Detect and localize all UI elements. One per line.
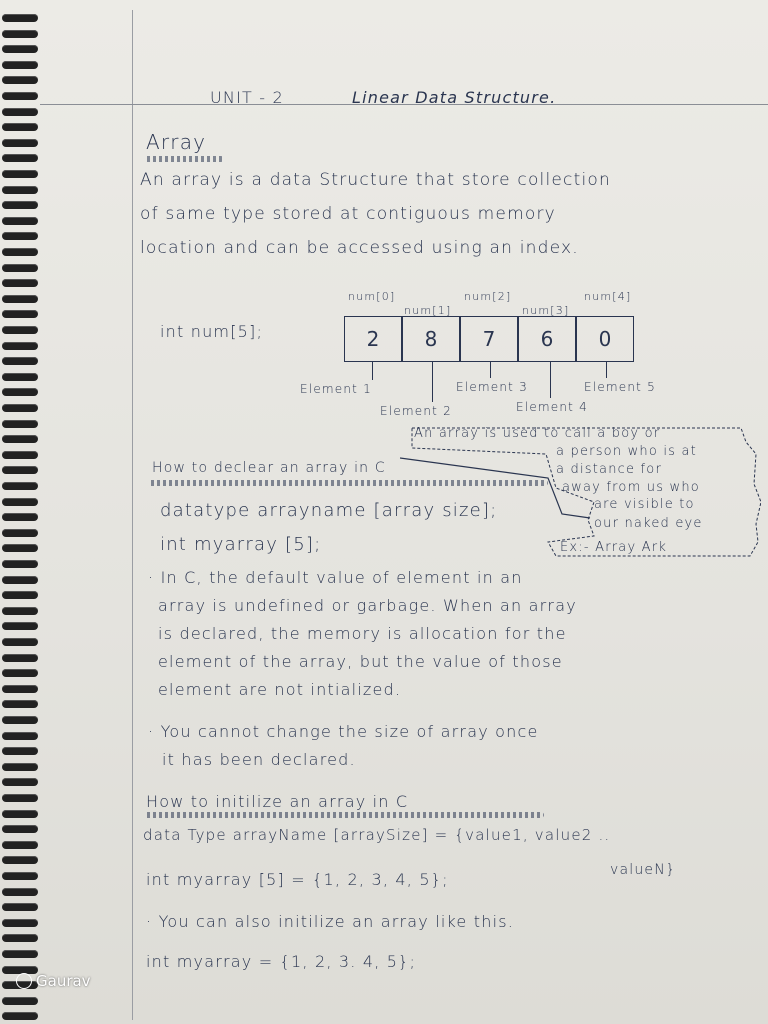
spiral-ring xyxy=(2,810,38,818)
element-pointer-4 xyxy=(550,362,551,398)
index-label-2: num[2] xyxy=(464,290,512,303)
camera-watermark-icon xyxy=(16,973,32,989)
declare-heading: How to declear an array in C xyxy=(152,460,386,476)
note1-line-5: element are not intialized. xyxy=(158,680,402,699)
array-cell-4: 0 xyxy=(576,316,634,362)
init-note-text: You can also initilize an array like this. xyxy=(158,912,515,931)
spiral-ring xyxy=(2,638,38,646)
spiral-ring xyxy=(2,451,38,459)
element-pointer-3 xyxy=(490,362,491,378)
spiral-ring xyxy=(2,123,38,131)
spiral-ring xyxy=(2,685,38,693)
spiral-ring xyxy=(2,997,38,1005)
array-heading: Array xyxy=(146,130,207,154)
note2-line-1: · You cannot change the size of array once xyxy=(148,722,539,741)
watermark-text: Gaurav xyxy=(36,972,91,990)
init-syntax-cont: valueN} xyxy=(610,862,677,878)
index-label-0: num[0] xyxy=(348,290,396,303)
element-label-1: Element 1 xyxy=(300,382,372,396)
spiral-ring xyxy=(2,482,38,490)
index-label-3: num[3] xyxy=(522,304,570,317)
array-cell-2: 7 xyxy=(460,316,518,362)
spiral-ring xyxy=(2,76,38,84)
init-heading-underline xyxy=(144,812,544,818)
spiral-ring xyxy=(2,154,38,162)
spiral-ring xyxy=(2,778,38,786)
element-label-4: Element 4 xyxy=(516,400,588,414)
spiral-ring xyxy=(2,950,38,958)
array-cell-3: 6 xyxy=(518,316,576,362)
element-label-2: Element 2 xyxy=(380,404,452,418)
callout-line-3: a distance for xyxy=(556,462,662,477)
init-example-2: int myarray = {1, 2, 3. 4, 5}; xyxy=(146,952,417,971)
spiral-ring xyxy=(2,747,38,755)
spiral-ring xyxy=(2,310,38,318)
spiral-binding xyxy=(0,0,40,1024)
note2-line-1-text: You cannot change the size of array once xyxy=(160,722,539,741)
note1-line-1: · In C, the default value of element in an xyxy=(148,568,523,587)
declare-heading-underline xyxy=(148,480,548,486)
spiral-ring xyxy=(2,61,38,69)
spiral-ring xyxy=(2,342,38,350)
spiral-ring xyxy=(2,139,38,147)
spiral-ring xyxy=(2,654,38,662)
spiral-ring xyxy=(2,825,38,833)
spiral-ring xyxy=(2,373,38,381)
array-cell-1: 8 xyxy=(402,316,460,362)
index-label-1: num[1] xyxy=(404,304,452,317)
spiral-ring xyxy=(2,295,38,303)
declare-example: int myarray [5]; xyxy=(160,534,322,555)
spiral-ring xyxy=(2,934,38,942)
spiral-ring xyxy=(2,529,38,537)
definition-line-3: location and can be accessed using an index. xyxy=(140,238,579,258)
spiral-ring xyxy=(2,732,38,740)
spiral-ring xyxy=(2,763,38,771)
spiral-ring xyxy=(2,513,38,521)
element-pointer-2 xyxy=(432,362,433,402)
spiral-ring xyxy=(2,466,38,474)
spiral-ring xyxy=(2,700,38,708)
spiral-ring xyxy=(2,170,38,178)
callout-line-1: An array is used to call a boy or xyxy=(414,426,661,441)
watermark xyxy=(16,972,91,990)
element-label-3: Element 3 xyxy=(456,380,528,394)
element-label-5: Element 5 xyxy=(584,380,656,394)
note2-line-2: it has been declared. xyxy=(162,750,356,769)
note1-line-3: is declared, the memory is allocation for the xyxy=(158,624,567,643)
init-syntax: data Type arrayName [arraySize] = {value1, value2 .. xyxy=(143,826,611,844)
spiral-ring xyxy=(2,435,38,443)
callout-line-6: our naked eye xyxy=(594,516,703,531)
spiral-ring xyxy=(2,560,38,568)
spiral-ring xyxy=(2,498,38,506)
callout-line-5: are visible to xyxy=(594,497,695,512)
spiral-ring xyxy=(2,14,38,22)
callout-example: Ex:- Array Ark xyxy=(560,540,668,555)
init-heading: How to initilize an array in C xyxy=(146,792,409,811)
element-pointer-5 xyxy=(606,362,607,378)
spiral-ring xyxy=(2,45,38,53)
spiral-ring xyxy=(2,248,38,256)
spiral-ring xyxy=(2,108,38,116)
spiral-ring xyxy=(2,872,38,880)
declare-syntax: datatype arrayname [array size]; xyxy=(160,500,498,521)
spiral-ring xyxy=(2,591,38,599)
spiral-ring xyxy=(2,420,38,428)
spiral-ring xyxy=(2,186,38,194)
spiral-ring xyxy=(2,1012,38,1020)
spiral-ring xyxy=(2,856,38,864)
init-note: · You can also initilize an array like this. xyxy=(146,912,515,931)
spiral-ring xyxy=(2,404,38,412)
spiral-ring xyxy=(2,576,38,584)
callout-line-4: away from us who xyxy=(562,480,700,495)
spiral-ring xyxy=(2,357,38,365)
spiral-ring xyxy=(2,888,38,896)
spiral-ring xyxy=(2,622,38,630)
spiral-ring xyxy=(2,30,38,38)
unit-label: UNIT - 2 xyxy=(210,88,284,107)
spiral-ring xyxy=(2,232,38,240)
note1-line-1-text: In C, the default value of element in an xyxy=(160,568,523,587)
element-pointer-1 xyxy=(372,362,373,380)
definition-line-1: An array is a data Structure that store collection xyxy=(140,170,611,190)
note1-line-2: array is undefined or garbage. When an array xyxy=(158,596,577,615)
spiral-ring xyxy=(2,919,38,927)
callout-line-2: a person who is at xyxy=(556,444,697,459)
spiral-ring xyxy=(2,201,38,209)
spiral-ring xyxy=(2,264,38,272)
spiral-ring xyxy=(2,326,38,334)
unit-topic: Linear Data Structure. xyxy=(352,88,557,107)
spiral-ring xyxy=(2,716,38,724)
spiral-ring xyxy=(2,669,38,677)
spiral-ring xyxy=(2,794,38,802)
note1-line-4: element of the array, but the value of those xyxy=(158,652,563,671)
definition-line-2: of same type stored at contiguous memory xyxy=(140,204,556,224)
spiral-ring xyxy=(2,607,38,615)
array-heading-underline xyxy=(144,156,224,162)
spiral-ring xyxy=(2,388,38,396)
spiral-ring xyxy=(2,544,38,552)
spiral-ring xyxy=(2,841,38,849)
spiral-ring xyxy=(2,903,38,911)
spiral-ring xyxy=(2,279,38,287)
spiral-ring xyxy=(2,92,38,100)
margin-line xyxy=(132,10,133,1020)
array-cell-0: 2 xyxy=(344,316,402,362)
declaration-label: int num[5]; xyxy=(160,322,264,341)
spiral-ring xyxy=(2,217,38,225)
index-label-4: num[4] xyxy=(584,290,632,303)
init-example-1: int myarray [5] = {1, 2, 3, 4, 5}; xyxy=(146,870,449,889)
